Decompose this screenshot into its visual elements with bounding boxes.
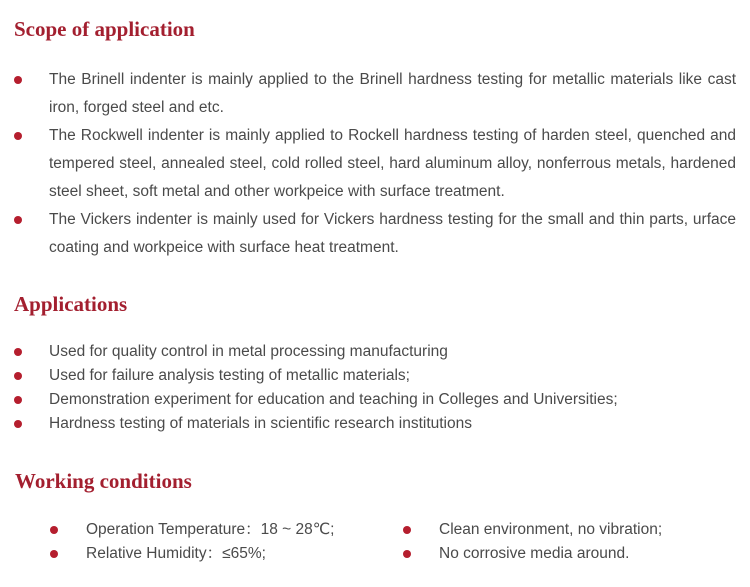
bullet-dot-icon — [403, 526, 411, 534]
list-item-text: Used for failure analysis testing of metallic materials; — [49, 367, 410, 384]
list-item — [14, 340, 736, 364]
working-conditions-heading: Working conditions — [15, 469, 192, 493]
environment-text: Clean environment, no vibration; — [439, 521, 663, 538]
list-item — [14, 412, 736, 436]
operation-temperature-text: Operation Temperature：18 ~ 28℃; — [86, 521, 335, 538]
working-conditions-row — [50, 518, 740, 542]
relative-humidity-text: Relative Humidity：≤65%; — [86, 545, 266, 562]
list-item — [14, 364, 736, 388]
list-item-text: The Brinell indenter is mainly applied to the Brinell hardness testing for metallic materials like cast iron, forged steel and etc. — [49, 71, 736, 116]
bullet-dot-icon — [403, 550, 411, 558]
list-item — [14, 206, 736, 262]
bullet-dot-icon — [50, 526, 58, 534]
corrosive-media-text: No corrosive media around. — [439, 545, 630, 562]
list-item — [50, 518, 334, 542]
bullet-dot-icon — [14, 372, 22, 380]
bullet-dot-icon — [50, 550, 58, 558]
list-item — [14, 66, 736, 122]
bullet-dot-icon — [14, 420, 22, 428]
list-item-text: Hardness testing of materials in scientific research institutions — [49, 415, 472, 432]
working-conditions-list — [50, 518, 740, 566]
list-item — [14, 388, 736, 412]
bullet-dot-icon — [14, 76, 22, 84]
scope-list — [14, 66, 736, 262]
list-item-text: Demonstration experiment for education and teaching in Colleges and Universities; — [49, 391, 618, 408]
applications-heading: Applications — [14, 292, 128, 316]
applications-list — [14, 340, 736, 436]
list-item — [14, 122, 736, 206]
list-item — [403, 542, 629, 566]
list-item — [403, 518, 662, 542]
working-conditions-row — [50, 542, 740, 566]
list-item-text: Used for quality control in metal processing manufacturing — [49, 343, 448, 360]
list-item-text: The Rockwell indenter is mainly applied to Rockell hardness testing of harden steel, quenched and tempered steel, annealed steel, cold rolled steel, hard aluminum alloy, nonferrous metals, hardened steel sheet, soft metal and other workpeice with surface treatment. — [49, 127, 736, 200]
scope-of-application-heading: Scope of application — [14, 17, 195, 41]
bullet-dot-icon — [14, 216, 22, 224]
bullet-dot-icon — [14, 132, 22, 140]
bullet-dot-icon — [14, 348, 22, 356]
list-item-text: The Vickers indenter is mainly used for Vickers hardness testing for the small and thin parts, urface coating and workpeice with surface heat treatment. — [49, 211, 736, 256]
bullet-dot-icon — [14, 396, 22, 404]
list-item — [50, 542, 266, 566]
